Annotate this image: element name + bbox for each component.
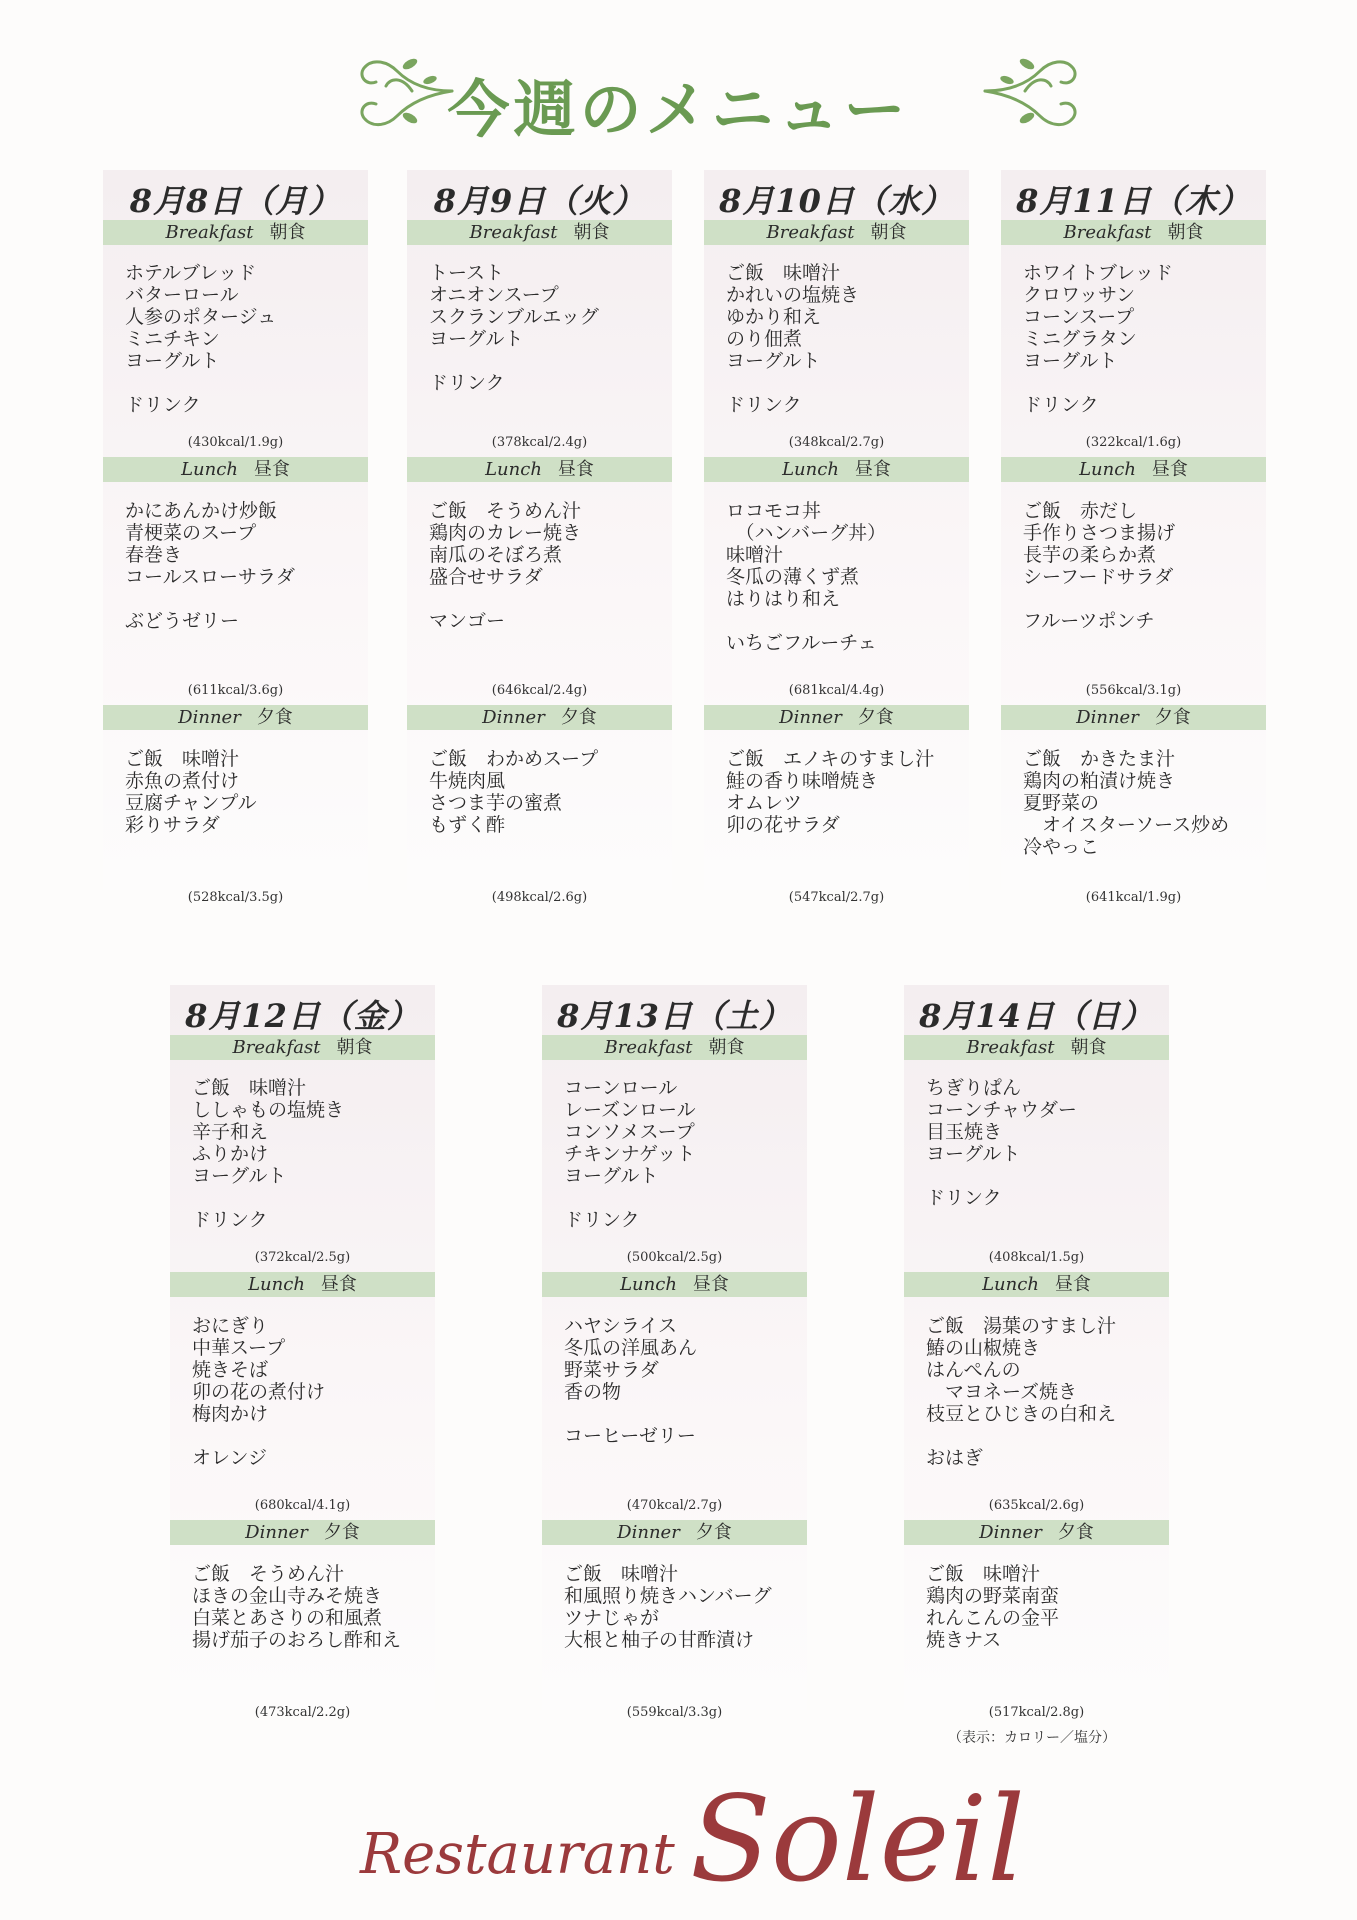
lunch-calories: (681kcal/4.4g)	[788, 683, 885, 698]
day-date: 8月13日（土）	[557, 997, 792, 1035]
menu-item: 鶏肉のカレー焼き	[429, 522, 582, 544]
menu-item: ふりかけ	[192, 1143, 269, 1165]
menu-item: ご飯 味噌汁	[926, 1563, 1041, 1585]
lunch-items	[726, 500, 886, 654]
menu-item: トースト	[429, 262, 505, 284]
breakfast-label-en: Breakfast	[966, 1037, 1055, 1058]
breakfast-label-en: Breakfast	[232, 1037, 321, 1058]
breakfast-label-jp: 朝食	[1070, 1037, 1107, 1058]
breakfast-calories: (500kcal/2.5g)	[626, 1250, 723, 1265]
menu-item: ご飯 味噌汁	[726, 262, 841, 284]
dinner-label-jp: 夕食	[323, 1522, 360, 1543]
menu-item: 手作りさつま揚げ	[1023, 522, 1176, 544]
menu-item: （ハンバーグ丼）	[726, 522, 887, 544]
breakfast-header	[103, 220, 368, 245]
menu-item	[926, 1425, 1116, 1447]
lunch-label-jp: 昼食	[253, 459, 290, 480]
menu-item: ドリンク	[192, 1209, 268, 1231]
lunch-header	[103, 457, 368, 482]
dinner-items	[192, 1563, 401, 1651]
menu-item: コーンロール	[564, 1077, 678, 1099]
dinner-header	[407, 705, 672, 730]
dinner-calories: (498kcal/2.6g)	[491, 890, 588, 905]
menu-item: はんぺんの	[926, 1359, 1021, 1381]
dinner-items	[564, 1563, 772, 1651]
dinner-items	[1023, 748, 1229, 858]
menu-item: ご飯 味噌汁	[125, 748, 240, 770]
legend-note: （表示：カロリー／塩分）	[948, 1730, 1116, 1746]
dinner-label-en: Dinner	[178, 707, 241, 728]
menu-item: 卯の花の煮付け	[192, 1381, 326, 1403]
lunch-items	[429, 500, 581, 632]
breakfast-label-jp: 朝食	[269, 222, 306, 243]
dinner-items	[726, 748, 934, 836]
lunch-calories: (611kcal/3.6g)	[187, 683, 284, 698]
menu-item: ご飯 かきたま汁	[1023, 748, 1176, 770]
menu-item: オムレツ	[726, 792, 803, 814]
breakfast-items	[192, 1077, 344, 1231]
breakfast-label-jp: 朝食	[708, 1037, 745, 1058]
day-date: 8月10日（水）	[719, 182, 954, 220]
menu-item	[429, 350, 599, 372]
menu-item: 冬瓜の洋風あん	[564, 1337, 698, 1359]
dinner-calories: (473kcal/2.2g)	[254, 1705, 351, 1720]
lunch-label-jp: 昼食	[854, 459, 891, 480]
menu-item: ご飯 味噌汁	[192, 1077, 307, 1099]
dinner-label-jp: 夕食	[695, 1522, 732, 1543]
menu-item	[192, 1425, 325, 1447]
dinner-header	[1001, 705, 1266, 730]
lunch-label-en: Lunch	[248, 1274, 305, 1295]
menu-item: ほきの金山寺みそ焼き	[192, 1585, 383, 1607]
breakfast-label-en: Breakfast	[604, 1037, 693, 1058]
lunch-label-en: Lunch	[982, 1274, 1039, 1295]
restaurant-label: Restaurant	[360, 1822, 675, 1887]
menu-item	[1023, 372, 1173, 394]
menu-item	[125, 588, 295, 610]
dinner-label-jp: 夕食	[1154, 707, 1191, 728]
menu-item: ご飯 味噌汁	[564, 1563, 679, 1585]
lunch-label-en: Lunch	[1079, 459, 1136, 480]
breakfast-label-en: Breakfast	[165, 222, 254, 243]
breakfast-items	[1023, 262, 1173, 416]
breakfast-header	[704, 220, 969, 245]
breakfast-calories: (430kcal/1.9g)	[187, 435, 284, 450]
menu-item: 青梗菜のスープ	[125, 522, 257, 544]
breakfast-calories: (378kcal/2.4g)	[491, 435, 588, 450]
lunch-label-jp: 昼食	[692, 1274, 729, 1295]
header	[0, 38, 1357, 148]
menu-item: 長芋の柔らか煮	[1023, 544, 1157, 566]
menu-item: ヨーグルト	[429, 328, 524, 350]
menu-item	[429, 588, 581, 610]
menu-item: 春巻き	[125, 544, 183, 566]
dinner-header	[904, 1520, 1169, 1545]
lunch-label-en: Lunch	[620, 1274, 677, 1295]
lunch-header	[542, 1272, 807, 1297]
breakfast-items	[564, 1077, 696, 1231]
dinner-calories: (517kcal/2.8g)	[988, 1705, 1085, 1720]
menu-item: マヨネーズ焼き	[926, 1381, 1078, 1403]
dinner-label-jp: 夕食	[857, 707, 894, 728]
lunch-label-en: Lunch	[485, 459, 542, 480]
restaurant-name: Soleil	[690, 1770, 1025, 1908]
lunch-items	[564, 1315, 697, 1447]
menu-item: おはぎ	[926, 1447, 984, 1469]
menu-item: レーズンロール	[564, 1099, 696, 1121]
lunch-label-jp: 昼食	[320, 1274, 357, 1295]
menu-item: 南瓜のそぼろ煮	[429, 544, 563, 566]
flourish-ornament-icon	[975, 46, 1085, 136]
menu-item: 人参のポタージュ	[125, 306, 277, 328]
menu-item: ご飯 湯葉のすまし汁	[926, 1315, 1117, 1337]
menu-item: ドリンク	[726, 394, 802, 416]
lunch-calories: (646kcal/2.4g)	[491, 683, 588, 698]
breakfast-calories: (348kcal/2.7g)	[788, 435, 885, 450]
menu-item: ご飯 わかめスープ	[429, 748, 599, 770]
lunch-header	[704, 457, 969, 482]
dinner-items	[125, 748, 257, 836]
menu-item: 鶏肉の野菜南蛮	[926, 1585, 1060, 1607]
menu-item: 香の物	[564, 1381, 622, 1403]
menu-item: コーヒーゼリー	[564, 1425, 696, 1447]
menu-item: オニオンスープ	[429, 284, 559, 306]
menu-item: コンソメスープ	[564, 1121, 695, 1143]
menu-item: ミニチキン	[125, 328, 220, 350]
menu-item: ぶどうゼリー	[125, 610, 240, 632]
dinner-header	[542, 1520, 807, 1545]
dinner-header	[170, 1520, 435, 1545]
menu-item: 枝豆とひじきの白和え	[926, 1403, 1117, 1425]
lunch-header	[1001, 457, 1266, 482]
menu-item: ドリンク	[125, 394, 201, 416]
menu-item	[726, 610, 886, 632]
menu-item: シーフードサラダ	[1023, 566, 1174, 588]
menu-item: ヨーグルト	[926, 1143, 1021, 1165]
dinner-calories: (528kcal/3.5g)	[187, 890, 284, 905]
day-date: 8月14日（日）	[919, 997, 1154, 1035]
menu-item: 揚げ茄子のおろし酢和え	[192, 1629, 402, 1651]
menu-item: 野菜サラダ	[564, 1359, 659, 1381]
breakfast-header	[407, 220, 672, 245]
dinner-label-en: Dinner	[617, 1522, 680, 1543]
menu-item: かれいの塩焼き	[726, 284, 860, 306]
lunch-header	[407, 457, 672, 482]
menu-item: 中華スープ	[192, 1337, 286, 1359]
menu-item: ゆかり和え	[726, 306, 822, 328]
breakfast-calories: (322kcal/1.6g)	[1085, 435, 1182, 450]
lunch-calories: (556kcal/3.1g)	[1085, 683, 1182, 698]
dinner-items	[429, 748, 598, 836]
lunch-items	[926, 1315, 1116, 1469]
menu-item: ドリンク	[926, 1187, 1002, 1209]
lunch-label-jp: 昼食	[1054, 1274, 1091, 1295]
menu-item: チキンナゲット	[564, 1143, 696, 1165]
menu-item: バターロール	[125, 284, 239, 306]
dinner-label-en: Dinner	[979, 1522, 1042, 1543]
menu-item	[926, 1165, 1077, 1187]
lunch-calories: (470kcal/2.7g)	[626, 1498, 723, 1513]
menu-item: 豆腐チャンプル	[125, 792, 257, 814]
breakfast-label-jp: 朝食	[573, 222, 610, 243]
menu-item: 焼きそば	[192, 1359, 269, 1381]
breakfast-label-en: Breakfast	[469, 222, 558, 243]
breakfast-calories: (372kcal/2.5g)	[254, 1250, 351, 1265]
menu-item: ハヤシライス	[564, 1315, 678, 1337]
breakfast-label-jp: 朝食	[336, 1037, 373, 1058]
menu-item	[564, 1187, 696, 1209]
dinner-label-jp: 夕食	[1057, 1522, 1094, 1543]
dinner-label-en: Dinner	[1076, 707, 1139, 728]
menu-item: ホワイトブレッド	[1023, 262, 1173, 284]
menu-item: 白菜とあさりの和風煮	[192, 1607, 383, 1629]
menu-item: ご飯 そうめん汁	[192, 1563, 345, 1585]
menu-item: ヨーグルト	[564, 1165, 659, 1187]
day-date: 8月8日（月）	[129, 182, 342, 220]
menu-item: おにぎり	[192, 1315, 269, 1337]
lunch-label-jp: 昼食	[1151, 459, 1188, 480]
menu-item: ご飯 赤だし	[1023, 500, 1138, 522]
lunch-calories: (635kcal/2.6g)	[988, 1498, 1085, 1513]
menu-item: コールスローサラダ	[125, 566, 295, 588]
menu-item: のり佃煮	[726, 328, 803, 350]
lunch-header	[170, 1272, 435, 1297]
menu-item: 和風照り焼きハンバーグ	[564, 1585, 772, 1607]
menu-item: コーンチャウダー	[926, 1099, 1077, 1121]
menu-item: 牛焼肉風	[429, 770, 506, 792]
menu-item: 盛合せサラダ	[429, 566, 543, 588]
menu-item: ちぎりぱん	[926, 1077, 1022, 1099]
menu-item: 味噌汁	[726, 544, 784, 566]
breakfast-items	[429, 262, 599, 394]
menu-item: オイスターソース炒め	[1023, 814, 1230, 836]
menu-item: さつま芋の蜜煮	[429, 792, 563, 814]
dinner-header	[704, 705, 969, 730]
menu-item: ご飯 エノキのすまし汁	[726, 748, 935, 770]
menu-item: ロコモコ丼	[726, 500, 822, 522]
menu-item: ドリンク	[429, 372, 505, 394]
dinner-label-en: Dinner	[482, 707, 545, 728]
breakfast-items	[125, 262, 276, 416]
menu-item: 辛子和え	[192, 1121, 269, 1143]
menu-item: もずく酢	[429, 814, 506, 836]
footer	[0, 1750, 1357, 1920]
menu-item	[564, 1403, 697, 1425]
menu-item: 夏野菜の	[1023, 792, 1100, 814]
menu-item: 焼きナス	[926, 1629, 1002, 1651]
lunch-items	[192, 1315, 325, 1469]
menu-item: 鶏肉の粕漬け焼き	[1023, 770, 1176, 792]
menu-item: 鮭の香り味噌焼き	[726, 770, 879, 792]
breakfast-label-en: Breakfast	[766, 222, 855, 243]
menu-item: フルーツポンチ	[1023, 610, 1155, 632]
dinner-label-jp: 夕食	[560, 707, 597, 728]
breakfast-label-jp: 朝食	[1167, 222, 1204, 243]
breakfast-label-jp: 朝食	[870, 222, 907, 243]
lunch-calories: (680kcal/4.1g)	[254, 1498, 351, 1513]
menu-item: オレンジ	[192, 1447, 268, 1469]
menu-item: ししゃもの塩焼き	[192, 1099, 345, 1121]
menu-item: コーンスープ	[1023, 306, 1135, 328]
day-date: 8月11日（木）	[1016, 182, 1251, 220]
day-date: 8月9日（火）	[433, 182, 646, 220]
dinner-calories: (547kcal/2.7g)	[788, 890, 885, 905]
breakfast-header	[170, 1035, 435, 1060]
page-title: 今週のメニュー	[447, 73, 910, 146]
dinner-label-jp: 夕食	[256, 707, 293, 728]
lunch-label-en: Lunch	[782, 459, 839, 480]
menu-item: クロワッサン	[1023, 284, 1136, 306]
menu-item	[125, 372, 276, 394]
menu-item: ヨーグルト	[726, 350, 821, 372]
lunch-items	[125, 500, 295, 632]
breakfast-header	[904, 1035, 1169, 1060]
menu-item: 梅肉かけ	[192, 1403, 269, 1425]
menu-item: 目玉焼き	[926, 1121, 1003, 1143]
menu-item	[726, 372, 859, 394]
dinner-label-en: Dinner	[245, 1522, 308, 1543]
menu-item: ヨーグルト	[192, 1165, 287, 1187]
menu-item: 赤魚の煮付け	[125, 770, 240, 792]
menu-item: スクランブルエッグ	[429, 306, 599, 328]
menu-item: ご飯 そうめん汁	[429, 500, 582, 522]
dinner-label-en: Dinner	[779, 707, 842, 728]
menu-item: れんこんの金平	[926, 1607, 1060, 1629]
menu-item: かにあんかけ炒飯	[125, 500, 278, 522]
menu-item	[192, 1187, 344, 1209]
lunch-label-en: Lunch	[181, 459, 238, 480]
menu-item: ヨーグルト	[1023, 350, 1118, 372]
menu-item	[1023, 588, 1175, 610]
menu-item: はりはり和え	[726, 588, 841, 610]
dinner-header	[103, 705, 368, 730]
menu-item: ツナじゃが	[564, 1607, 660, 1629]
dinner-items	[926, 1563, 1059, 1651]
menu-item: 冷やっこ	[1023, 836, 1100, 858]
menu-item: マンゴー	[429, 610, 506, 632]
breakfast-items	[726, 262, 859, 416]
lunch-header	[904, 1272, 1169, 1297]
menu-item: 卯の花サラダ	[726, 814, 840, 836]
breakfast-header	[1001, 220, 1266, 245]
breakfast-header	[542, 1035, 807, 1060]
menu-item: 鰆の山椒焼き	[926, 1337, 1041, 1359]
menu-item: ミニグラタン	[1023, 328, 1137, 350]
menu-item: ヨーグルト	[125, 350, 220, 372]
breakfast-label-en: Breakfast	[1063, 222, 1152, 243]
menu-item: いちごフルーチェ	[726, 632, 877, 654]
menu-item: 彩りサラダ	[125, 814, 220, 836]
breakfast-items	[926, 1077, 1077, 1209]
menu-item: ドリンク	[564, 1209, 640, 1231]
breakfast-calories: (408kcal/1.5g)	[988, 1250, 1085, 1265]
menu-item: 大根と柚子の甘酢漬け	[564, 1629, 755, 1651]
day-date: 8月12日（金）	[185, 997, 420, 1035]
menu-item: 冬瓜の薄くず煮	[726, 566, 860, 588]
lunch-items	[1023, 500, 1175, 632]
lunch-label-jp: 昼食	[557, 459, 594, 480]
menu-item: ドリンク	[1023, 394, 1099, 416]
dinner-calories: (641kcal/1.9g)	[1085, 890, 1182, 905]
menu-item: ホテルブレッド	[125, 262, 257, 284]
dinner-calories: (559kcal/3.3g)	[626, 1705, 723, 1720]
